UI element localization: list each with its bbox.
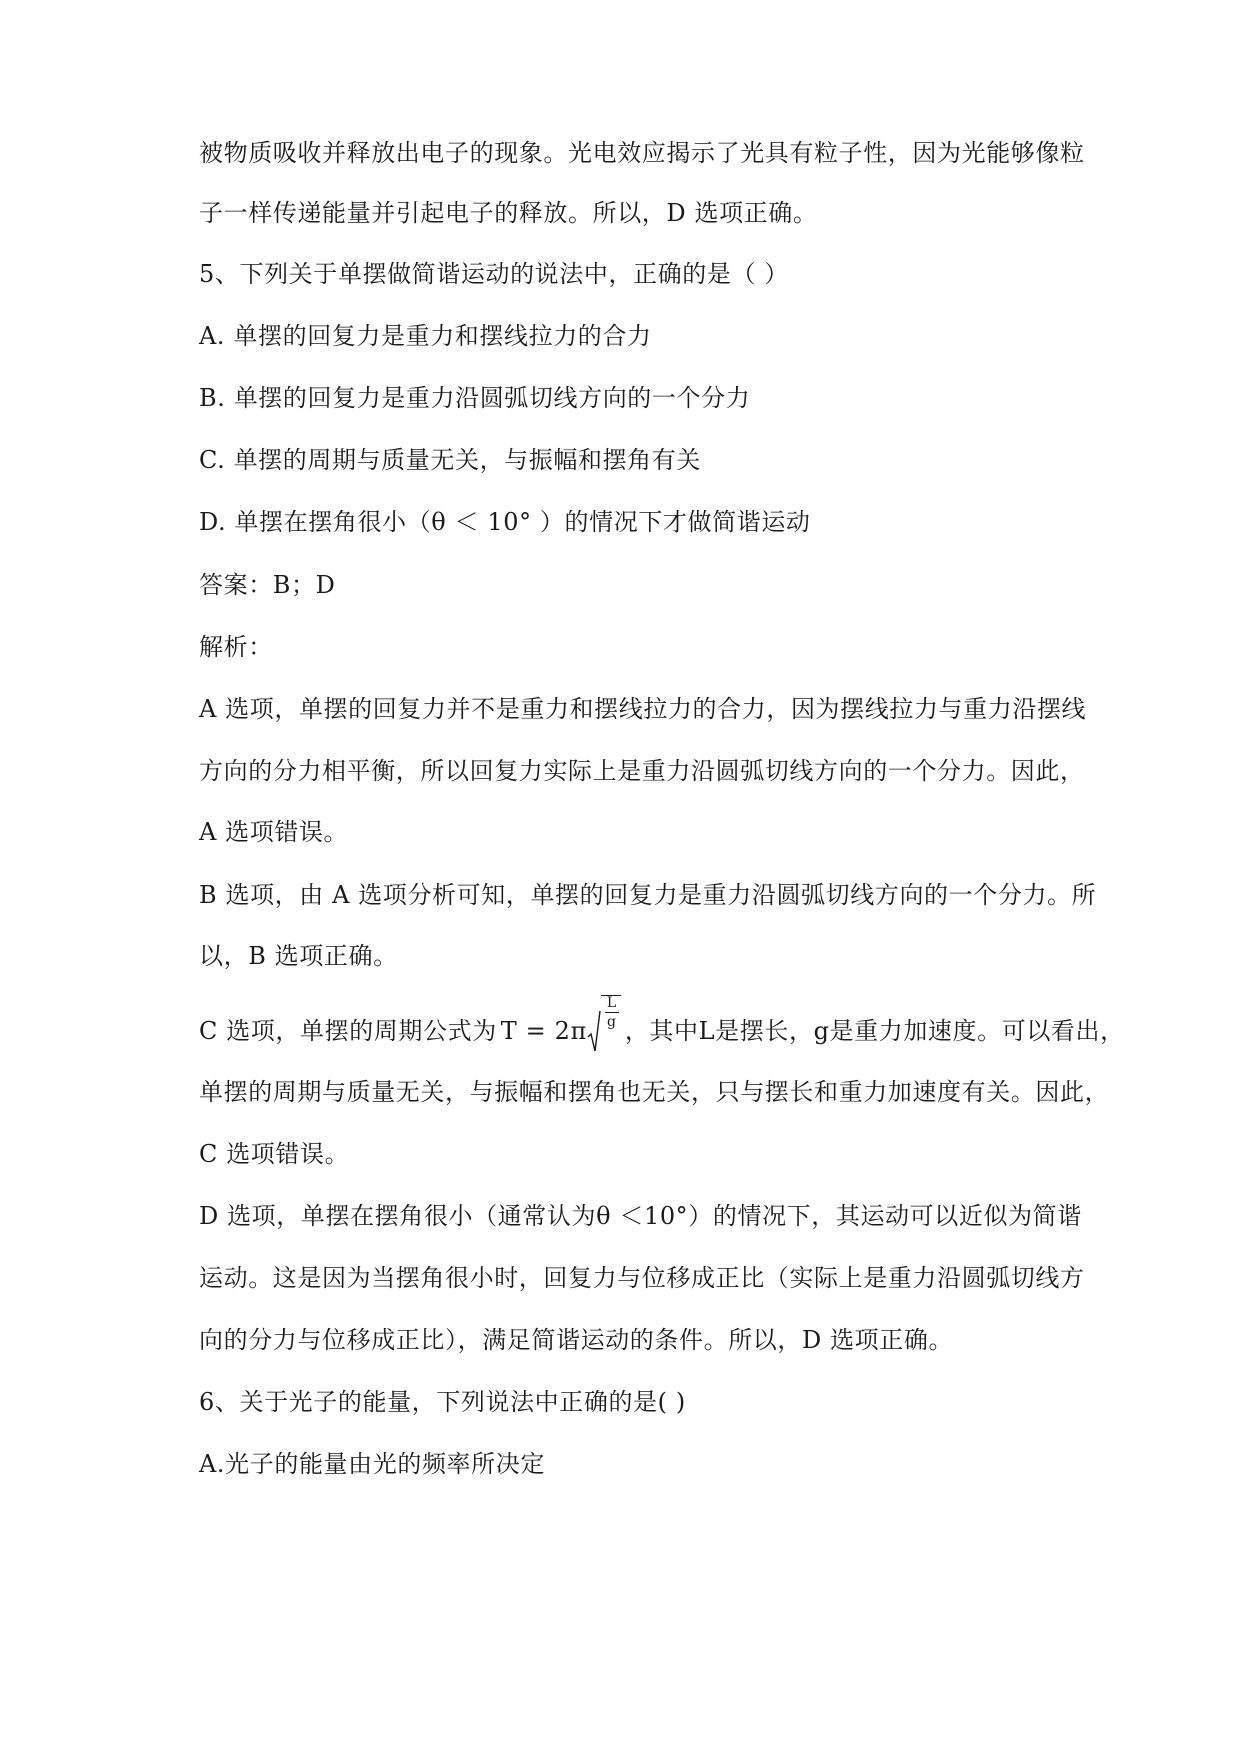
option-c: C. 单摆的周期与质量无关，与振幅和摆角有关 bbox=[199, 446, 701, 474]
option-d: D. 单摆在摆角很小（θ ＜ 10° ）的情况下才做简谐运动 bbox=[199, 508, 811, 536]
option-a: A. 单摆的回复力是重力和摆线拉力的合力 bbox=[199, 322, 652, 350]
period-formula bbox=[500, 995, 621, 1053]
text-line: 子一样传递能量并引起电子的释放。所以，D 选项正确。 bbox=[199, 199, 818, 227]
question-5-stem: 5、下列关于单摆做简谐运动的说法中，正确的是（ ） bbox=[199, 260, 789, 288]
fraction bbox=[605, 996, 619, 1029]
text-line: 方向的分力相平衡，所以回复力实际上是重力沿圆弧切线方向的一个分力。因此， bbox=[199, 757, 1085, 785]
fraction-numerator: L bbox=[606, 995, 617, 1011]
text-line: C 选项错误。 bbox=[199, 1140, 350, 1168]
text-line: A 选项，单摆的回复力并不是重力和摆线拉力的合力，因为摆线拉力与重力沿摆线 bbox=[199, 695, 1087, 723]
fraction-denominator: g bbox=[607, 1014, 617, 1030]
formula-suffix: ，其中L是摆长，g是重力加速度。可以看出， bbox=[624, 1017, 1125, 1045]
analysis-heading: 解析： bbox=[199, 633, 273, 661]
formula-lhs: T = 2π bbox=[500, 1017, 587, 1045]
sqrt-symbol bbox=[587, 995, 621, 1053]
text-line: 以，B 选项正确。 bbox=[199, 942, 398, 970]
text-line: A 选项错误。 bbox=[199, 818, 349, 846]
formula-text-line bbox=[199, 995, 1125, 1055]
formula-prefix: C 选项，单摆的周期公式为 bbox=[199, 1017, 497, 1045]
text-line: 被物质吸收并释放出电子的现象。光电效应揭示了光具有粒子性，因为光能够像粒 bbox=[199, 139, 1085, 167]
option-b: B. 单摆的回复力是重力沿圆弧切线方向的一个分力 bbox=[199, 384, 751, 412]
text-line: 运动。这是因为当摆角很小时，回复力与位移成正比（实际上是重力沿圆弧切线方 bbox=[199, 1264, 1085, 1292]
text-line: B 选项，由 A 选项分析可知，单摆的回复力是重力沿圆弧切线方向的一个分力。所 bbox=[199, 881, 1097, 909]
question-6-stem: 6、关于光子的能量，下列说法中正确的是( ) bbox=[199, 1388, 686, 1416]
answer-line: 答案：B；D bbox=[199, 571, 336, 599]
text-line: 单摆的周期与质量无关，与振幅和摆角也无关，只与摆长和重力加速度有关。因此， bbox=[199, 1078, 1110, 1106]
text-line: 向的分力与位移成正比），满足简谐运动的条件。所以，D 选项正确。 bbox=[199, 1326, 954, 1354]
question-6-option-a: A.光子的能量由光的频率所决定 bbox=[199, 1450, 545, 1478]
text-line: D 选项，单摆在摆角很小（通常认为θ ＜10°）的情况下，其运动可以近似为简谐 bbox=[199, 1202, 1082, 1230]
